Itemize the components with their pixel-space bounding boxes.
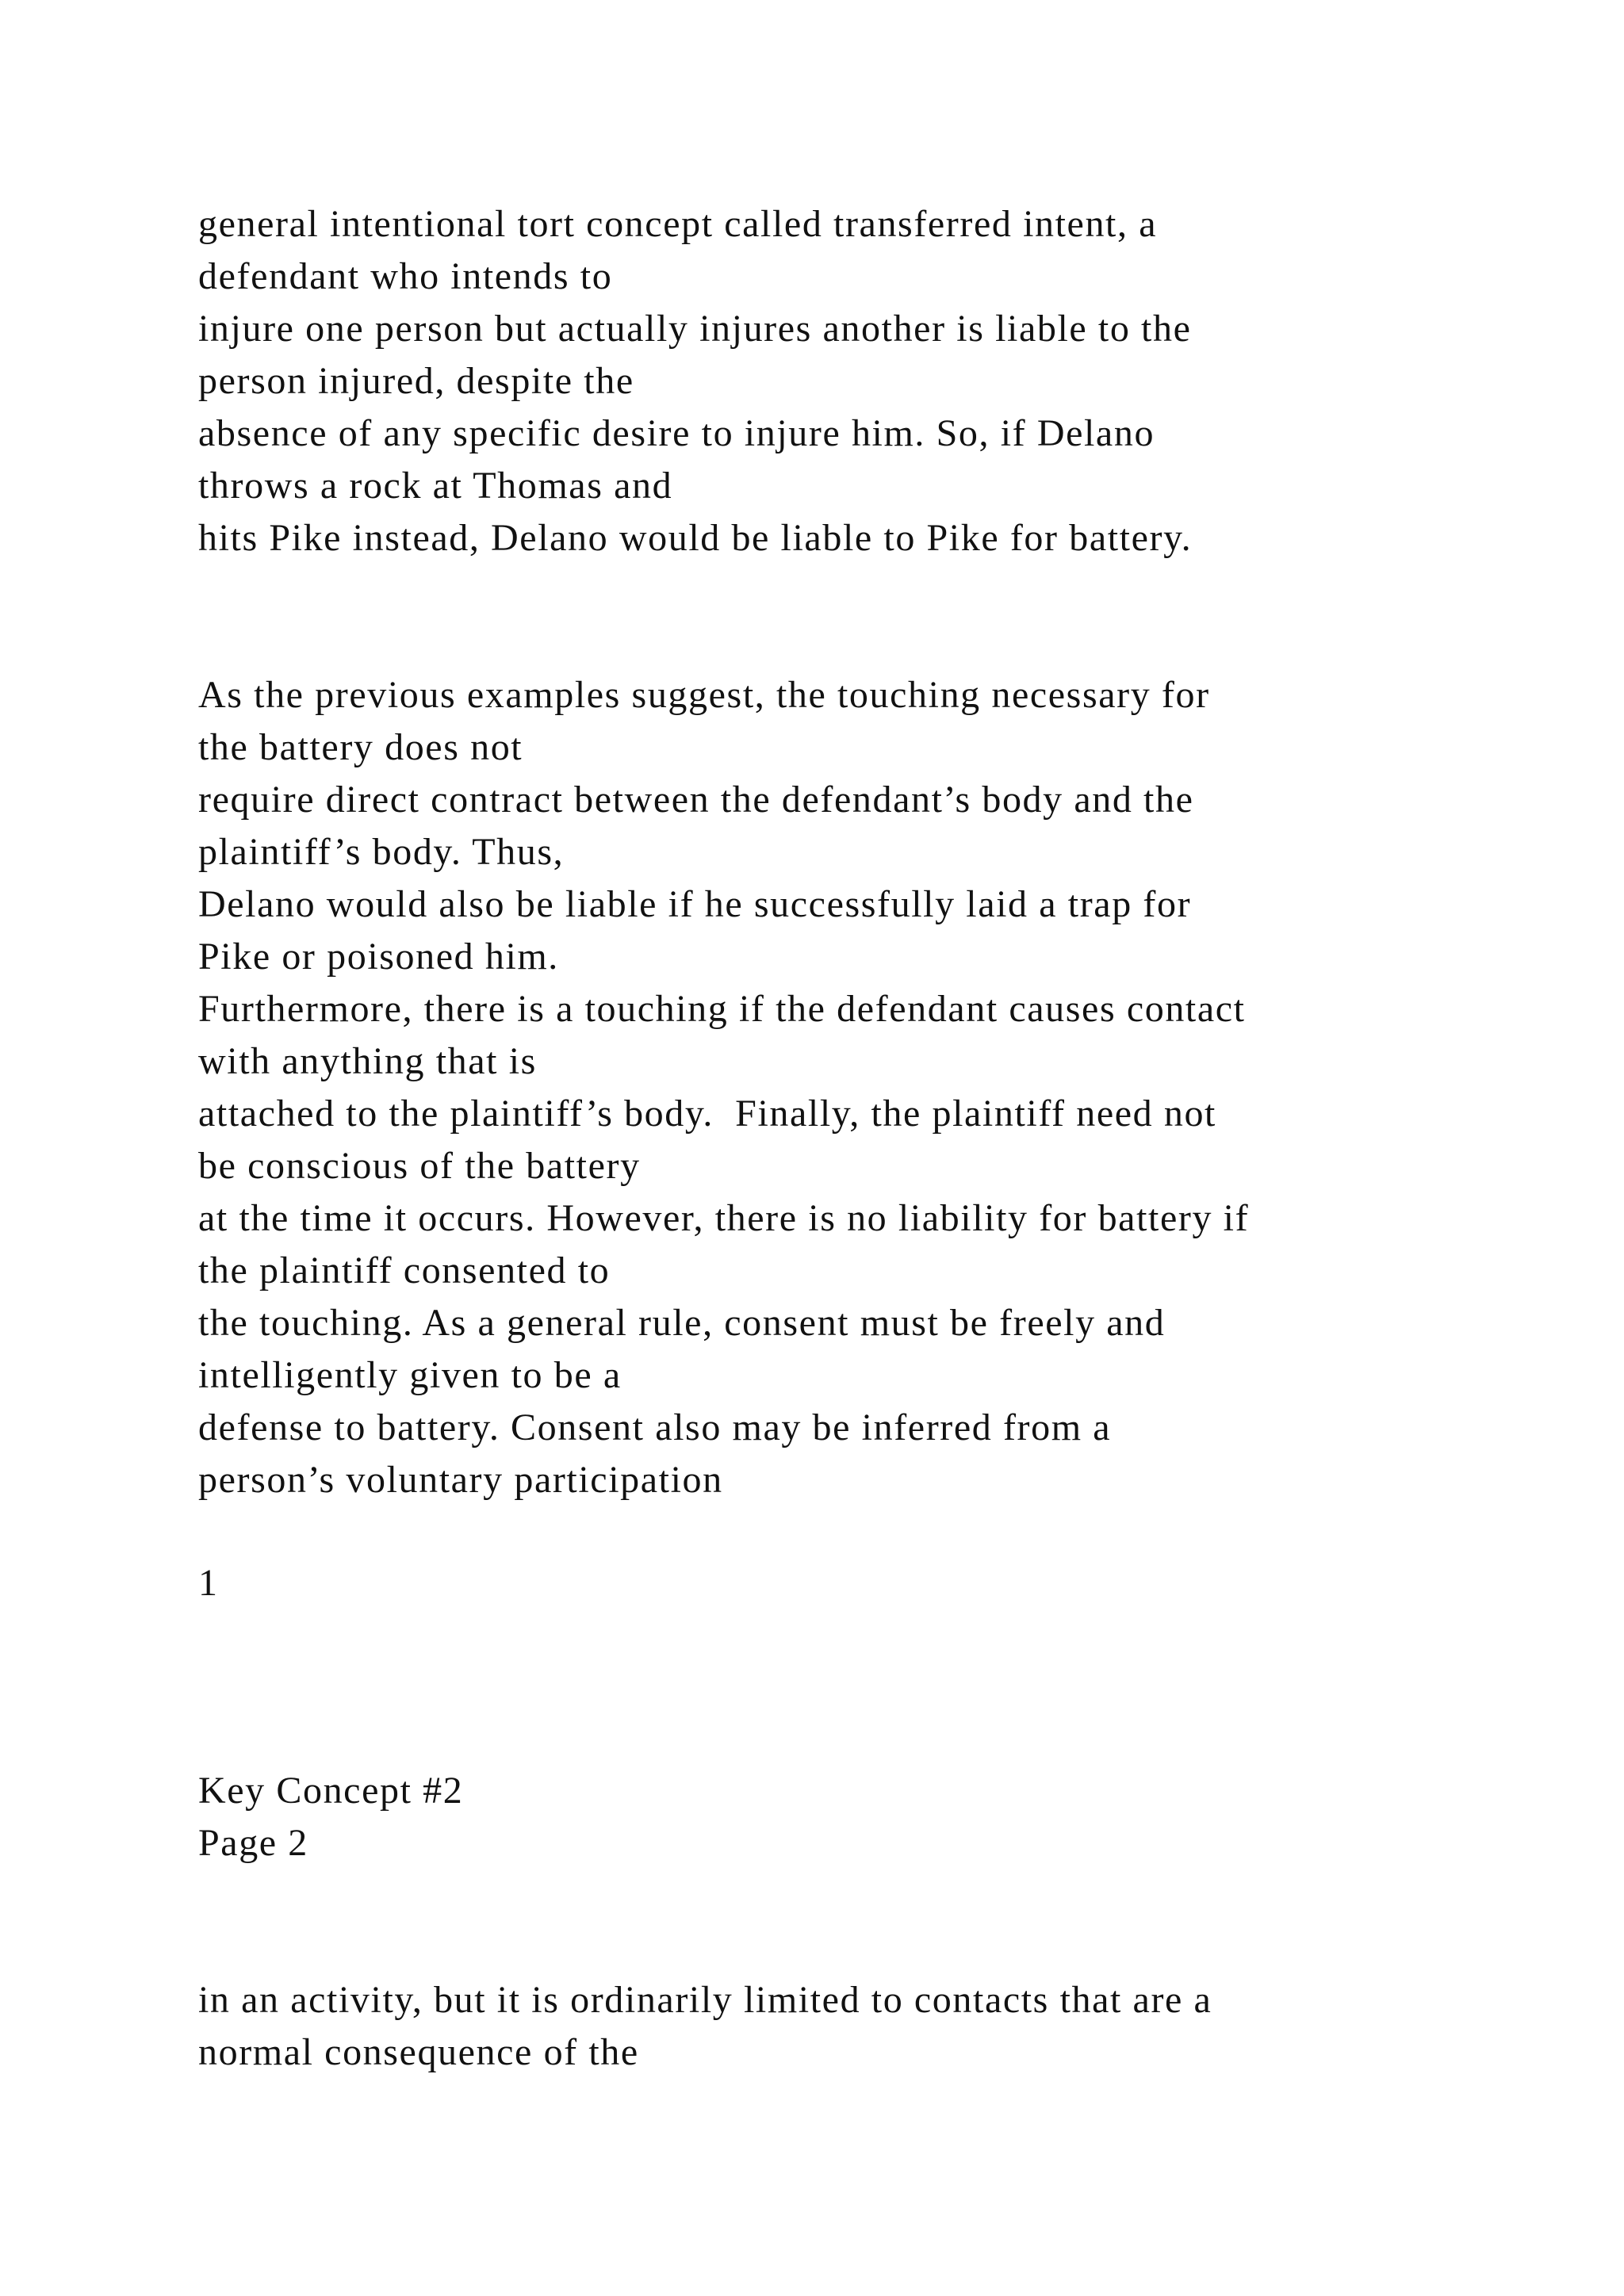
text-line: plaintiff’s body. Thus,	[198, 831, 565, 873]
text-line: general intentional tort concept called transferred intent, a	[198, 203, 1158, 245]
text-line: defendant who intends to	[198, 255, 613, 297]
text-line: the plaintiff consented to	[198, 1249, 611, 1292]
text-line: attached to the plaintiff’s body. Finally, the plaintiff need not	[198, 1093, 1216, 1135]
text-line: be conscious of the battery	[198, 1145, 641, 1187]
text-line: intelligently given to be a	[198, 1354, 622, 1396]
text-line: the battery does not	[198, 726, 523, 768]
text-line: As the previous examples suggest, the touching necessary for	[198, 674, 1210, 716]
text-line: defense to battery. Consent also may be inferred from a	[198, 1406, 1112, 1448]
text-line: throws a rock at Thomas and	[198, 465, 673, 507]
text-line: require direct contract between the defendant’s body and the	[198, 779, 1194, 821]
text-line: Furthermore, there is a touching if the defendant causes contact	[198, 988, 1246, 1030]
text-line: person injured, despite the	[198, 360, 634, 402]
header-page-label: Page 2	[198, 1822, 308, 1864]
text-line: injure one person but actually injures another is liable to the	[198, 308, 1192, 350]
text-line: hits Pike instead, Delano would be liable to Pike for battery.	[198, 517, 1193, 559]
text-line: person’s voluntary participation	[198, 1459, 723, 1501]
text-line: absence of any specific desire to injure him. So, if Delano	[198, 412, 1155, 454]
text-line: at the time it occurs. However, there is no liability for battery if	[198, 1197, 1250, 1239]
text-line: the touching. As a general rule, consent must be freely and	[198, 1302, 1166, 1344]
text-line: Delano would also be liable if he successfully laid a trap for	[198, 883, 1192, 925]
text-line: Pike or poisoned him.	[198, 936, 559, 978]
text-line: normal consequence of the	[198, 2031, 639, 2073]
page-number: 1	[198, 1562, 219, 1604]
header-title: Key Concept #2	[198, 1770, 464, 1812]
text-line: in an activity, but it is ordinarily limited to contacts that are a	[198, 1979, 1212, 2021]
text-line: with anything that is	[198, 1040, 537, 1082]
